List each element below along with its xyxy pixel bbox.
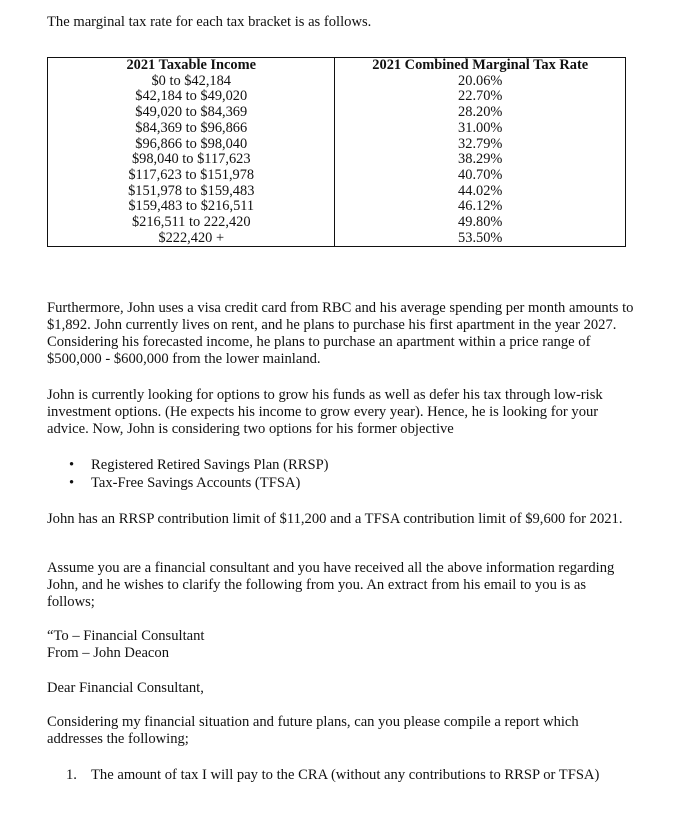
rate-cell: 49.80% bbox=[335, 215, 626, 231]
intro-text: The marginal tax rate for each tax bracket is as follows. bbox=[47, 14, 372, 30]
table-row bbox=[48, 168, 626, 184]
tax-bracket-table bbox=[47, 57, 626, 247]
investment-goal-paragraph: John is currently looking for options to grow his funds as well as defer his tax through low-risk investment options. (He expects his income to grow every year). Hence, he is looking for your advice. Now, John is considering two options for his former objective bbox=[47, 387, 603, 437]
contribution-limit-paragraph: John has an RRSP contribution limit of $11,200 and a TFSA contribution limit of $9,600 for 2021. bbox=[47, 511, 623, 527]
questions-list bbox=[66, 767, 599, 784]
option-tfsa: Tax-Free Savings Accounts (TFSA) bbox=[91, 475, 301, 491]
table-row bbox=[48, 121, 626, 137]
bullet-icon: • bbox=[69, 475, 75, 491]
rate-cell: 44.02% bbox=[335, 184, 626, 200]
spending-paragraph: Furthermore, John uses a visa credit card from RBC and his average spending per month amounts to $1,892. John currently lives on rent, and he plans to purchase his first apartment in the year 2027. Considering his forecasted income, he plans to purchase an apartment within a price range of $500,000 - $600,000 from the lower mainland. bbox=[47, 300, 634, 367]
income-cell: $0 to $42,184 bbox=[48, 74, 335, 90]
table-row bbox=[48, 184, 626, 200]
income-cell: $159,483 to $216,511 bbox=[48, 199, 335, 215]
header-marginal-rate: 2021 Combined Marginal Tax Rate bbox=[335, 58, 626, 74]
consultant-paragraph: Assume you are a financial consultant and you have received all the above information regarding John, and he wishes to clarify the following from you. An extract from his email to you is as follows; bbox=[47, 560, 615, 610]
rate-cell: 38.29% bbox=[335, 152, 626, 168]
table-row bbox=[48, 105, 626, 121]
income-cell: $98,040 to $117,623 bbox=[48, 152, 335, 168]
rate-cell: 40.70% bbox=[335, 168, 626, 184]
list-item bbox=[66, 767, 599, 784]
bullet-icon: • bbox=[69, 457, 75, 473]
table-row bbox=[48, 215, 626, 231]
rate-cell: 31.00% bbox=[335, 121, 626, 137]
email-greeting: Dear Financial Consultant, bbox=[47, 680, 204, 696]
income-cell: $222,420 + bbox=[48, 231, 335, 247]
list-item bbox=[66, 475, 329, 493]
email-header bbox=[47, 628, 637, 662]
rate-cell: 20.06% bbox=[335, 74, 626, 90]
table-row bbox=[48, 199, 626, 215]
question-text: The amount of tax I will pay to the CRA (without any contributions to RRSP or TFSA) bbox=[91, 767, 600, 783]
header-taxable-income: 2021 Taxable Income bbox=[48, 58, 335, 74]
option-rrsp: Registered Retired Savings Plan (RRSP) bbox=[91, 457, 329, 473]
question-number: 1. bbox=[66, 767, 77, 783]
table-row bbox=[48, 152, 626, 168]
income-cell: $42,184 to $49,020 bbox=[48, 89, 335, 105]
rate-cell: 32.79% bbox=[335, 137, 626, 153]
rate-cell: 46.12% bbox=[335, 199, 626, 215]
income-cell: $84,369 to $96,866 bbox=[48, 121, 335, 137]
table-header-row bbox=[48, 58, 626, 74]
table-row bbox=[48, 89, 626, 105]
email-to-line: “To – Financial Consultant bbox=[47, 628, 205, 644]
rate-cell: 28.20% bbox=[335, 105, 626, 121]
table-row bbox=[48, 231, 626, 247]
table-row bbox=[48, 74, 626, 90]
income-cell: $49,020 to $84,369 bbox=[48, 105, 335, 121]
income-cell: $151,978 to $159,483 bbox=[48, 184, 335, 200]
list-item bbox=[66, 457, 329, 475]
rate-cell: 53.50% bbox=[335, 231, 626, 247]
email-from-line: From – John Deacon bbox=[47, 645, 170, 661]
income-cell: $216,511 to 222,420 bbox=[48, 215, 335, 231]
rate-cell: 22.70% bbox=[335, 89, 626, 105]
income-cell: $96,866 to $98,040 bbox=[48, 137, 335, 153]
options-list bbox=[66, 457, 329, 493]
income-cell: $117,623 to $151,978 bbox=[48, 168, 335, 184]
email-body: Considering my financial situation and future plans, can you please compile a report which addresses the following; bbox=[47, 714, 579, 747]
table-row bbox=[48, 137, 626, 153]
